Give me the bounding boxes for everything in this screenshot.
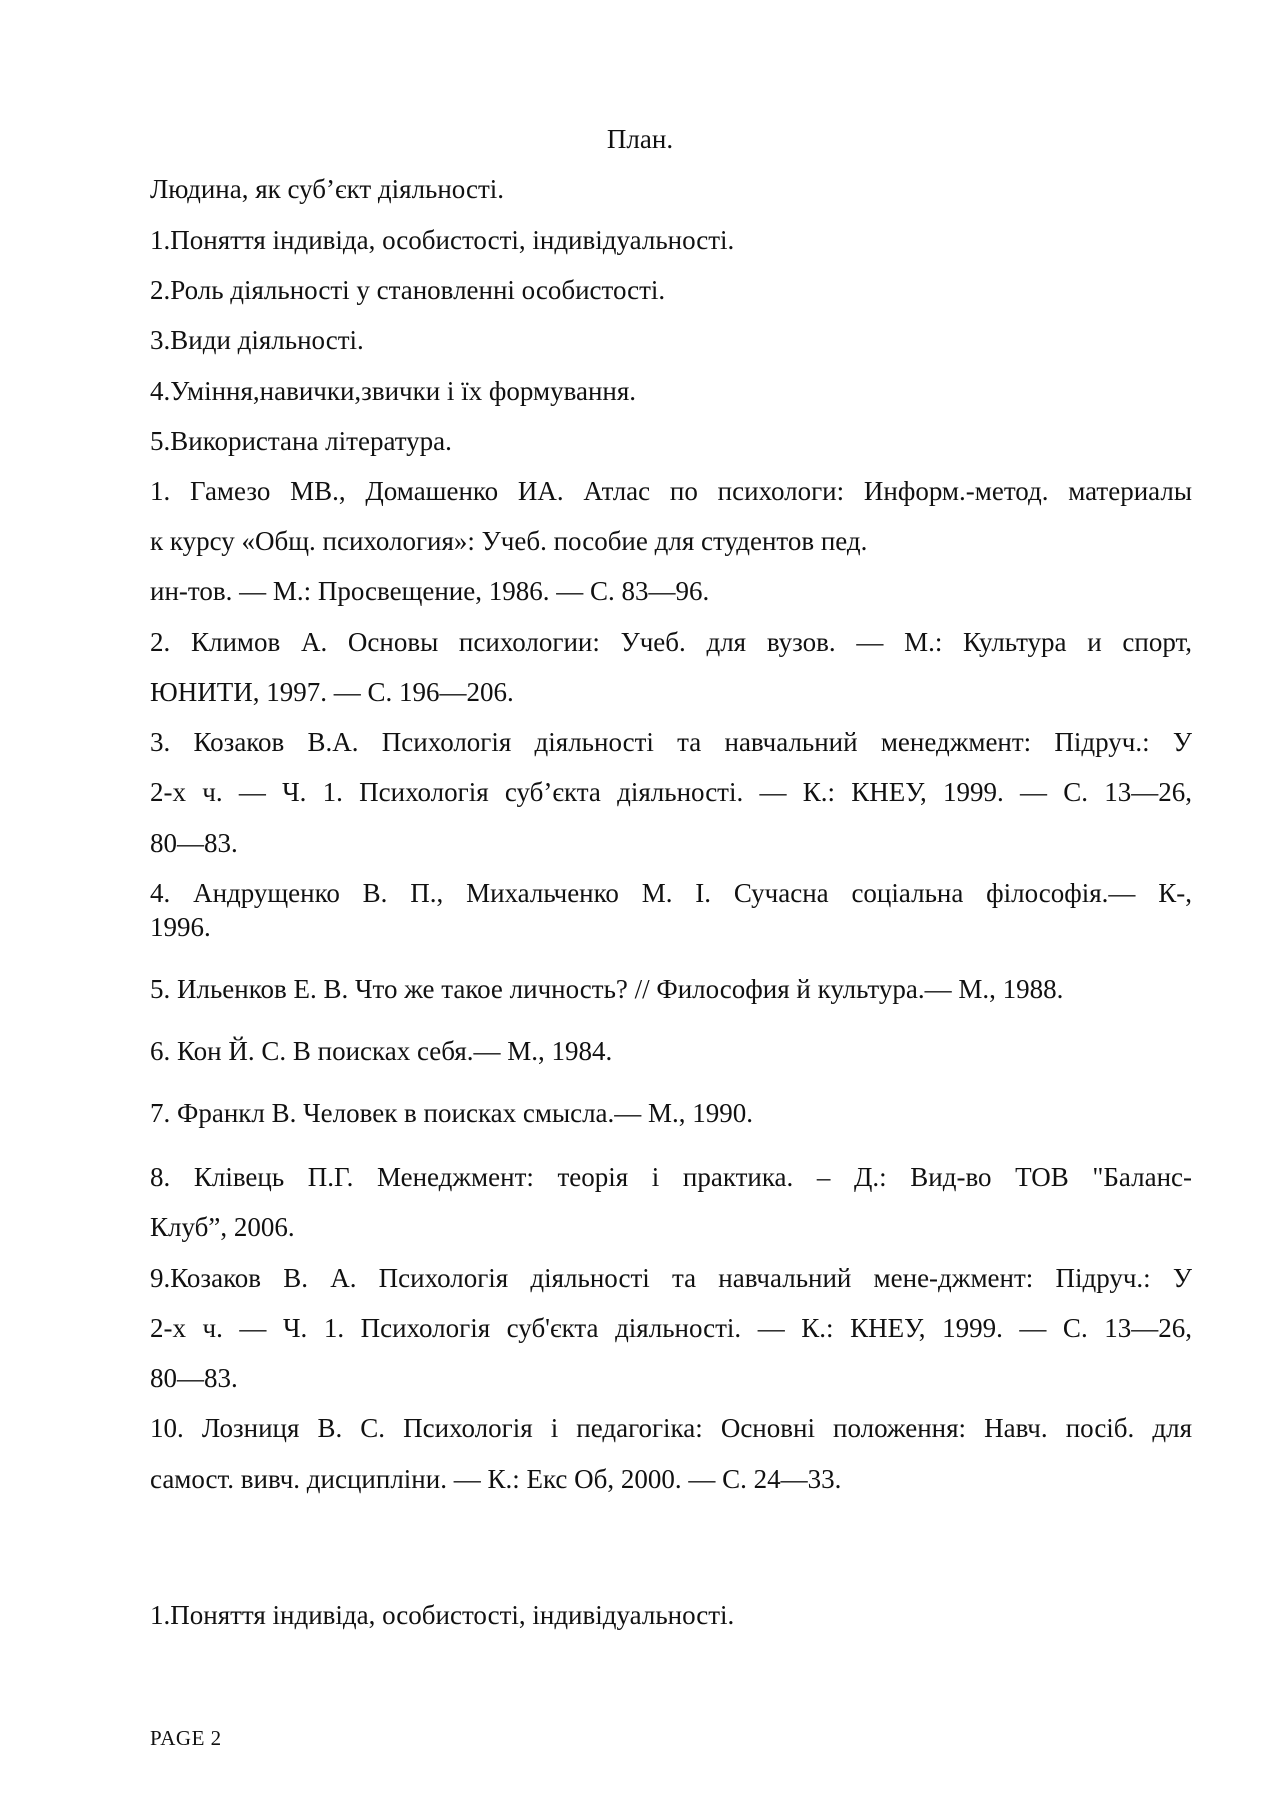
reference-3-line-3: 80—83. <box>150 828 238 858</box>
section-heading: 1.Поняття індивіда, особистості, індивідуальності. <box>150 1600 735 1630</box>
reference-9-line-3: 80—83. <box>150 1363 238 1393</box>
reference-1-line-2: к курсу «Общ. психология»: Учеб. пособие для студентов пед. <box>150 526 868 556</box>
page-title: План. <box>606 124 674 154</box>
reference-4-line-2: 1996. <box>150 912 211 942</box>
reference-2-line-2: ЮНИТИ, 1997. — С. 196—206. <box>150 677 514 707</box>
reference-9-line-2: 2-х ч. — Ч. 1. Психологія суб'єкта діяльності. — К.: КНЕУ, 1999. — С. 13—26, <box>150 1313 1192 1343</box>
subtitle: Людина, як суб’єкт діяльності. <box>150 174 505 204</box>
reference-4-line-1: 4. Андрущенко В. П., Михальченко М. І. Сучасна соціальна філософія.— К-, <box>150 878 1192 908</box>
reference-1-line-3: ин-тов. — М.: Просвещение, 1986. — С. 83—96. <box>150 576 710 606</box>
reference-7: 7. Франкл В. Человек в поисках смысла.— М., 1990. <box>150 1098 754 1128</box>
reference-3-line-1: 3. Козаков В.А. Психологія діяльності та навчальний менеджмент: Підруч.: У <box>150 727 1192 757</box>
reference-8-line-1: 8. Клівець П.Г. Менеджмент: теорія і практика. – Д.: Вид-во ТОВ "Баланс- <box>150 1162 1192 1192</box>
reference-6: 6. Кон Й. С. В поисках себя.— М., 1984. <box>150 1036 613 1066</box>
plan-item-3: 3.Види діяльності. <box>150 325 364 355</box>
reference-9-line-1: 9.Козаков В. А. Психологія діяльності та навчальний мене-джмент: Підруч.: У <box>150 1263 1192 1293</box>
page-number-footer: PAGE 2 <box>150 1726 222 1750</box>
plan-item-4: 4.Уміння,навички,звички і їх формування. <box>150 376 637 406</box>
plan-item-1: 1.Поняття індивіда, особистості, індивідуальності. <box>150 225 735 255</box>
reference-8-line-2: Клуб”, 2006. <box>150 1212 295 1242</box>
plan-item-5: 5.Використана література. <box>150 426 452 456</box>
reference-10-line-1: 10. Лозниця В. С. Психологія і педагогіка: Основні положення: Навч. посіб. для <box>150 1413 1192 1443</box>
reference-10-line-2: самост. вивч. дисципліни. — К.: Екс Об, 2000. — С. 24—33. <box>150 1464 842 1494</box>
plan-item-2: 2.Роль діяльності у становленні особистості. <box>150 275 666 305</box>
reference-5: 5. Ильенков Е. В. Что же такое личность? // Философия й культура.— М., 1988. <box>150 974 1064 1004</box>
reference-1-line-1: 1. Гамезо МВ., Домашенко ИА. Атлас по психологи: Информ.-метод. материалы <box>150 476 1192 506</box>
reference-2-line-1: 2. Климов А. Основы психологии: Учеб. для вузов. — М.: Культура и спорт, <box>150 627 1192 657</box>
reference-3-line-2: 2-х ч. — Ч. 1. Психологія суб’єкта діяльності. — К.: КНЕУ, 1999. — С. 13—26, <box>150 777 1192 807</box>
